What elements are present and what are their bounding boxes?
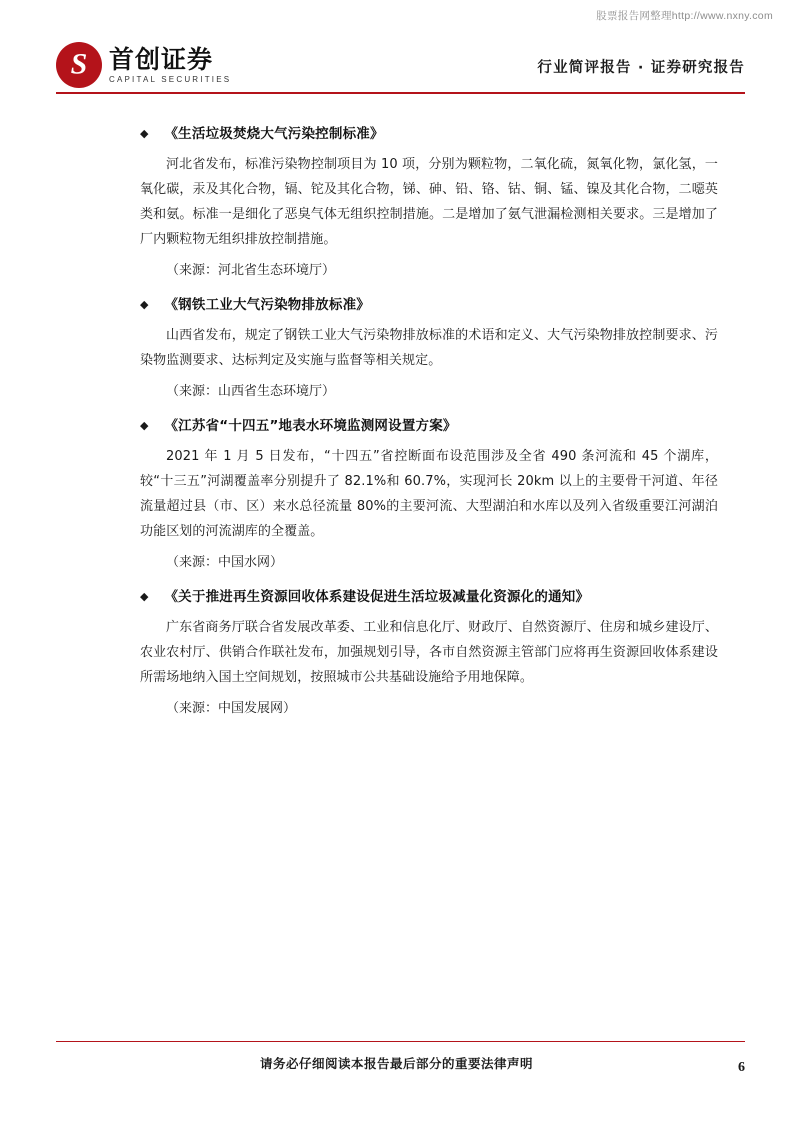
section-paragraph: 山西省发布，规定了钢铁工业大气污染物排放标准的术语和定义、大气污染物排放控制要求、污染物监测要求、达标判定及实施与监督等相关规定。 bbox=[140, 328, 718, 368]
section-paragraph: 2021 年 1 月 5 日发布，“十四五”省控断面布设范围涉及全省 490 条河流和 45 个湖库，较“十三五”河湖覆盖率分别提升了 82.1%和 60.7%，实现河长 20km 以上的主要骨干河道、年径流量超过县（市、区）来水总径流量 80%的主要河流、大型湖泊和水库以及列入省级重要江河湖泊功能区划的河流湖库的全覆盖。 bbox=[140, 449, 718, 539]
logo-text-block bbox=[109, 44, 232, 84]
section-paragraph: 河北省发布，标准污染物控制项目为 10 项，分别为颗粒物，二氧化硫，氮氧化物，氯化氢，一氧化碳，汞及其化合物，镉、铊及其化合物，锑、砷、铅、铬、钴、铜、锰、镍及其化合物，二噁英类和氨。标准一是细化了恶臭气体无组织控制措施。二是增加了氨气泄漏检测相关要求。三是增加了厂内颗粒物无组织排放控制措施。 bbox=[140, 157, 718, 247]
section-item bbox=[140, 295, 718, 404]
section-heading bbox=[140, 416, 718, 436]
section-source: （来源：中国水网） bbox=[166, 555, 284, 570]
section-source: （来源：河北省生态环境厅） bbox=[166, 263, 336, 278]
section-item bbox=[140, 587, 718, 721]
diamond-bullet-icon: ◆ bbox=[140, 128, 149, 140]
section-source: （来源：山西省生态环境厅） bbox=[166, 384, 336, 399]
company-logo bbox=[56, 42, 231, 88]
page-number: 6 bbox=[738, 1060, 745, 1075]
s-monogram-icon bbox=[56, 42, 102, 88]
footer-disclaimer: 请务必仔细阅读本报告最后部分的重要法律声明 bbox=[259, 1056, 533, 1071]
section-heading bbox=[140, 295, 718, 315]
section-title: 《生活垃圾焚烧大气污染控制标准》 bbox=[164, 126, 384, 142]
section-paragraph: 广东省商务厅联合省发展改革委、工业和信息化厅、财政厅、自然资源厅、住房和城乡建设厅、农业农村厅、供销合作联社发布，加强规划引导，各市自然资源主管部门应将再生资源回收体系建设所需场地纳入国土空间规划，按照城市公共基础设施给予用地保障。 bbox=[140, 620, 718, 685]
section-source: （来源：中国发展网） bbox=[166, 701, 297, 716]
diamond-bullet-icon: ◆ bbox=[140, 591, 149, 603]
section-heading bbox=[140, 587, 718, 607]
section-heading bbox=[140, 124, 718, 144]
diamond-bullet-icon: ◆ bbox=[140, 299, 149, 311]
report-type-label: 行业简评报告 · 证券研究报告 bbox=[537, 60, 745, 76]
section-title: 《钢铁工业大气污染物排放标准》 bbox=[164, 297, 370, 313]
logo-company-name-en: CAPITAL SECURITIES bbox=[109, 74, 232, 84]
watermark-text: 股票报告网整理http://www.nxny.com bbox=[596, 10, 773, 22]
footer-divider bbox=[56, 1041, 745, 1042]
section-title: 《关于推进再生资源回收体系建设促进生活垃圾减量化资源化的通知》 bbox=[164, 589, 590, 605]
section-item bbox=[140, 124, 718, 283]
diamond-bullet-icon: ◆ bbox=[140, 420, 149, 432]
document-body bbox=[140, 112, 718, 725]
section-item bbox=[140, 416, 718, 575]
section-title: 《江苏省“十四五”地表水环境监测网设置方案》 bbox=[164, 418, 457, 434]
header-divider bbox=[56, 92, 745, 94]
logo-company-name-cn: 首创证券 bbox=[109, 44, 214, 74]
page-header bbox=[56, 42, 745, 94]
